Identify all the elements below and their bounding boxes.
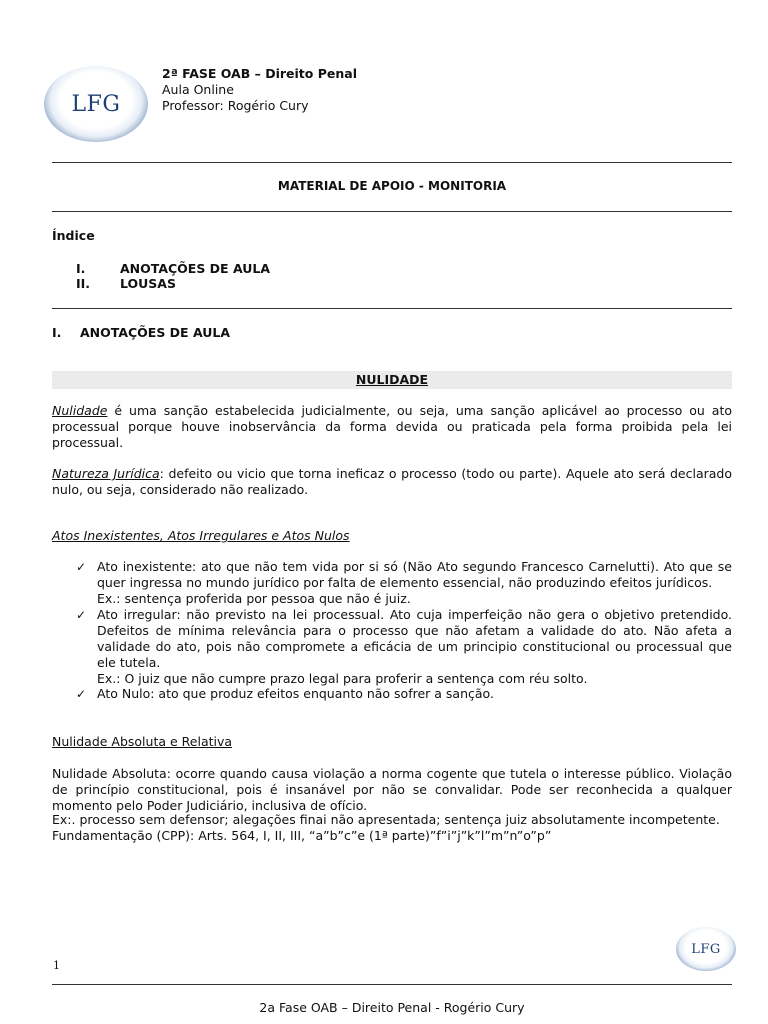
nulidade-absoluta-example: Ex:. processo sem defensor; alegações finai não apresentada; sentença juiz absolutamente incompetente. [52, 812, 720, 827]
part-num: I. [52, 325, 62, 340]
index-item-2-label: LOUSAS [120, 276, 176, 291]
checkmark-icon: ✓ [76, 608, 87, 622]
header-divider [52, 162, 732, 163]
section-title: MATERIAL DE APOIO - MONITORIA [277, 179, 507, 193]
atos-heading: Atos Inexistentes, Atos Irregulares e Atos Nulos [52, 528, 350, 543]
index-divider [52, 308, 732, 309]
footer-lfg-logo [676, 927, 736, 971]
nulidade-definition [52, 403, 732, 451]
index-item-1-label: ANOTAÇÕES DE AULA [120, 261, 271, 276]
checkmark-icon: ✓ [76, 560, 87, 574]
lfg-logo-text: LFG [71, 91, 121, 117]
natureza-definition [52, 466, 732, 498]
index-heading: Índice [52, 228, 95, 243]
professor-line: Professor: Rogério Cury [162, 98, 309, 113]
course-subtitle: Aula Online [162, 82, 234, 97]
footer-divider [52, 984, 732, 985]
nulidade-absoluta-heading: Nulidade Absoluta e Relativa [52, 734, 233, 749]
index-item-1-num: I. [76, 261, 86, 276]
nulidade-absoluta-fundamentacao: Fundamentação (CPP): Arts. 564, I, II, III, “a”b”c”e (1ª parte)”f”i”j”k”l”m”n”o”p” [52, 828, 552, 843]
course-title: 2ª FASE OAB – Direito Penal [162, 66, 357, 81]
footer-text: 2a Fase OAB – Direito Penal - Rogério Cury [259, 1000, 525, 1015]
lfg-logo [44, 66, 148, 142]
ato-irregular-example: Ex.: O juiz que não cumpre prazo legal para proferir a sentença com réu solto. [97, 671, 588, 686]
nulidade-absoluta-text: Nulidade Absoluta: ocorre quando causa violação a norma cogente que tutela o interesse público. Violação de princípio constitucional, pois é insanável por não se convalidar. Pode ser reconhecida a qualquer momento pelo Poder Judiciário, inclusiva de ofício. [52, 766, 732, 813]
page-number: 1 [53, 959, 60, 972]
checkmark-icon: ✓ [76, 687, 87, 701]
natureza-text: : defeito ou vicio que torna ineficaz o processo (todo ou parte). Aquele ato será declarado nulo, ou seja, considerado não realizado. [52, 466, 732, 497]
nulidade-term: Nulidade [52, 403, 108, 418]
nulidade-banner-title: NULIDADE [355, 372, 429, 387]
part-label: ANOTAÇÕES DE AULA [80, 325, 231, 340]
index-item-2-num: II. [76, 276, 91, 291]
section-divider [52, 211, 732, 212]
ato-inexistente-example: Ex.: sentença proferida por pessoa que não é juiz. [97, 591, 411, 606]
footer-lfg-logo-text: LFG [691, 941, 721, 957]
ato-nulo: Ato Nulo: ato que produz efeitos enquanto não sofrer a sanção. [97, 686, 494, 701]
ato-inexistente: Ato inexistente: ato que não tem vida por si só (Não Ato segundo Francesco Carnelutti). Ato que se quer ingressa no mundo jurídico por falta de elemento essencial, não produzindo efeitos jurídicos. [97, 559, 732, 590]
nulidade-text: é uma sanção estabelecida judicialmente, ou seja, uma sanção aplicável ao processo ou ato processual porque houve inobservância da forma devida ou praticada pela forma proibida pela lei processual. [52, 403, 732, 450]
natureza-term: Natureza Jurídica [52, 466, 160, 481]
ato-irregular: Ato irregular: não previsto na lei processual. Ato cuja imperfeição não gera o objetivo pretendido. Defeitos de mínima relevância para o processo que não afetam a validade do ato. Não afeta a validade do ato, pois não compromete a eficácia de um principio constitucional ou processual que ele tutela. [97, 607, 732, 670]
